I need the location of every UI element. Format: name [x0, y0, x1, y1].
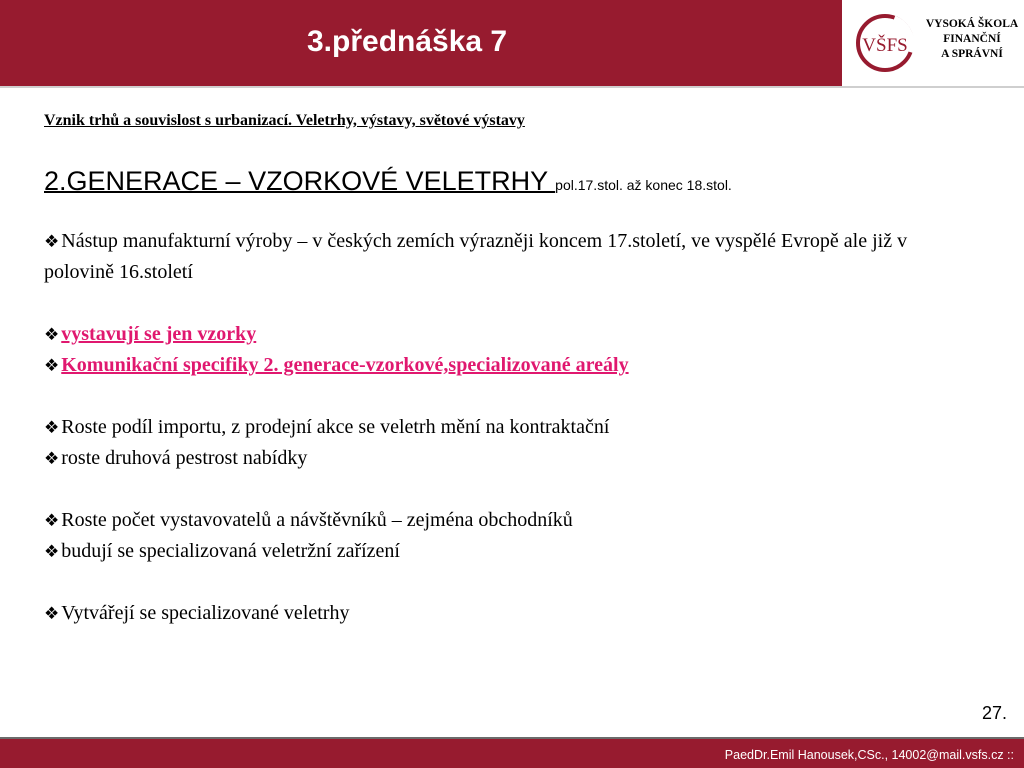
diamond-bullet-icon: ❖ — [44, 356, 60, 375]
list-item — [44, 443, 924, 474]
slide-title: 3.přednáška 7 — [307, 25, 508, 58]
list-item-text: Komunikační specifiky 2. generace-vzorkové,specializované areály — [61, 354, 629, 376]
list-item — [44, 505, 924, 536]
diamond-bullet-icon: ❖ — [44, 604, 60, 623]
list-item-text: Roste počet vystavovatelů a návštěvníků – zejména obchodníků — [61, 509, 573, 531]
list-item — [44, 350, 924, 381]
bullet-list — [44, 226, 924, 629]
list-item-text: roste druhová pestrost nabídky — [61, 447, 308, 469]
list-item-text: budují se specializovaná veletržní zařízení — [61, 540, 400, 562]
school-logo — [842, 0, 1024, 86]
list-item-text: Roste podíl importu, z prodejní akce se veletrh mění na kontraktační — [61, 416, 610, 438]
school-name — [922, 17, 1022, 62]
diamond-bullet-icon: ❖ — [44, 418, 60, 437]
section-heading-period: pol.17.stol. až konec 18.stol. — [555, 177, 732, 193]
footer-bar — [0, 737, 1024, 768]
list-item — [44, 598, 924, 629]
diamond-bullet-icon: ❖ — [44, 325, 60, 344]
diamond-bullet-icon: ❖ — [44, 449, 60, 468]
list-item — [44, 536, 924, 567]
list-item — [44, 319, 924, 350]
header-divider — [0, 86, 1024, 88]
school-name-line-1: VYSOKÁ ŠKOLA — [925, 18, 1019, 30]
section-heading — [44, 166, 732, 197]
list-item-text: Vytvářejí se specializované veletrhy — [61, 602, 350, 624]
section-heading-text: 2.GENERACE – VZORKOVÉ VELETRHY — [44, 166, 556, 196]
list-item-text: vystavují se jen vzorky — [61, 323, 257, 345]
lecture-subtitle: Vznik trhů a souvislost s urbanizací. Veletrhy, výstavy, světové výstavy — [44, 112, 525, 129]
list-item — [44, 226, 924, 288]
diamond-bullet-icon: ❖ — [44, 542, 60, 561]
page-number: 27. — [982, 703, 1008, 723]
list-item-text: Nástup manufakturní výroby – v českých zemích výrazněji koncem 17.století, ve vyspělé Evropě ale již v polovině 16.století — [44, 230, 908, 283]
footer-credits: PaedDr.Emil Hanousek,CSc., 14002@mail.vsfs.cz :: — [724, 748, 1014, 762]
diamond-bullet-icon: ❖ — [44, 511, 60, 530]
school-name-line-3: A SPRÁVNÍ — [941, 48, 1003, 60]
school-name-line-2: FINANČNÍ — [943, 33, 1001, 45]
logo-initials: VŠFS — [862, 35, 908, 56]
list-item — [44, 412, 924, 443]
diamond-bullet-icon: ❖ — [44, 232, 60, 251]
header-bar — [0, 0, 842, 86]
vsfs-emblem-icon — [854, 10, 918, 76]
